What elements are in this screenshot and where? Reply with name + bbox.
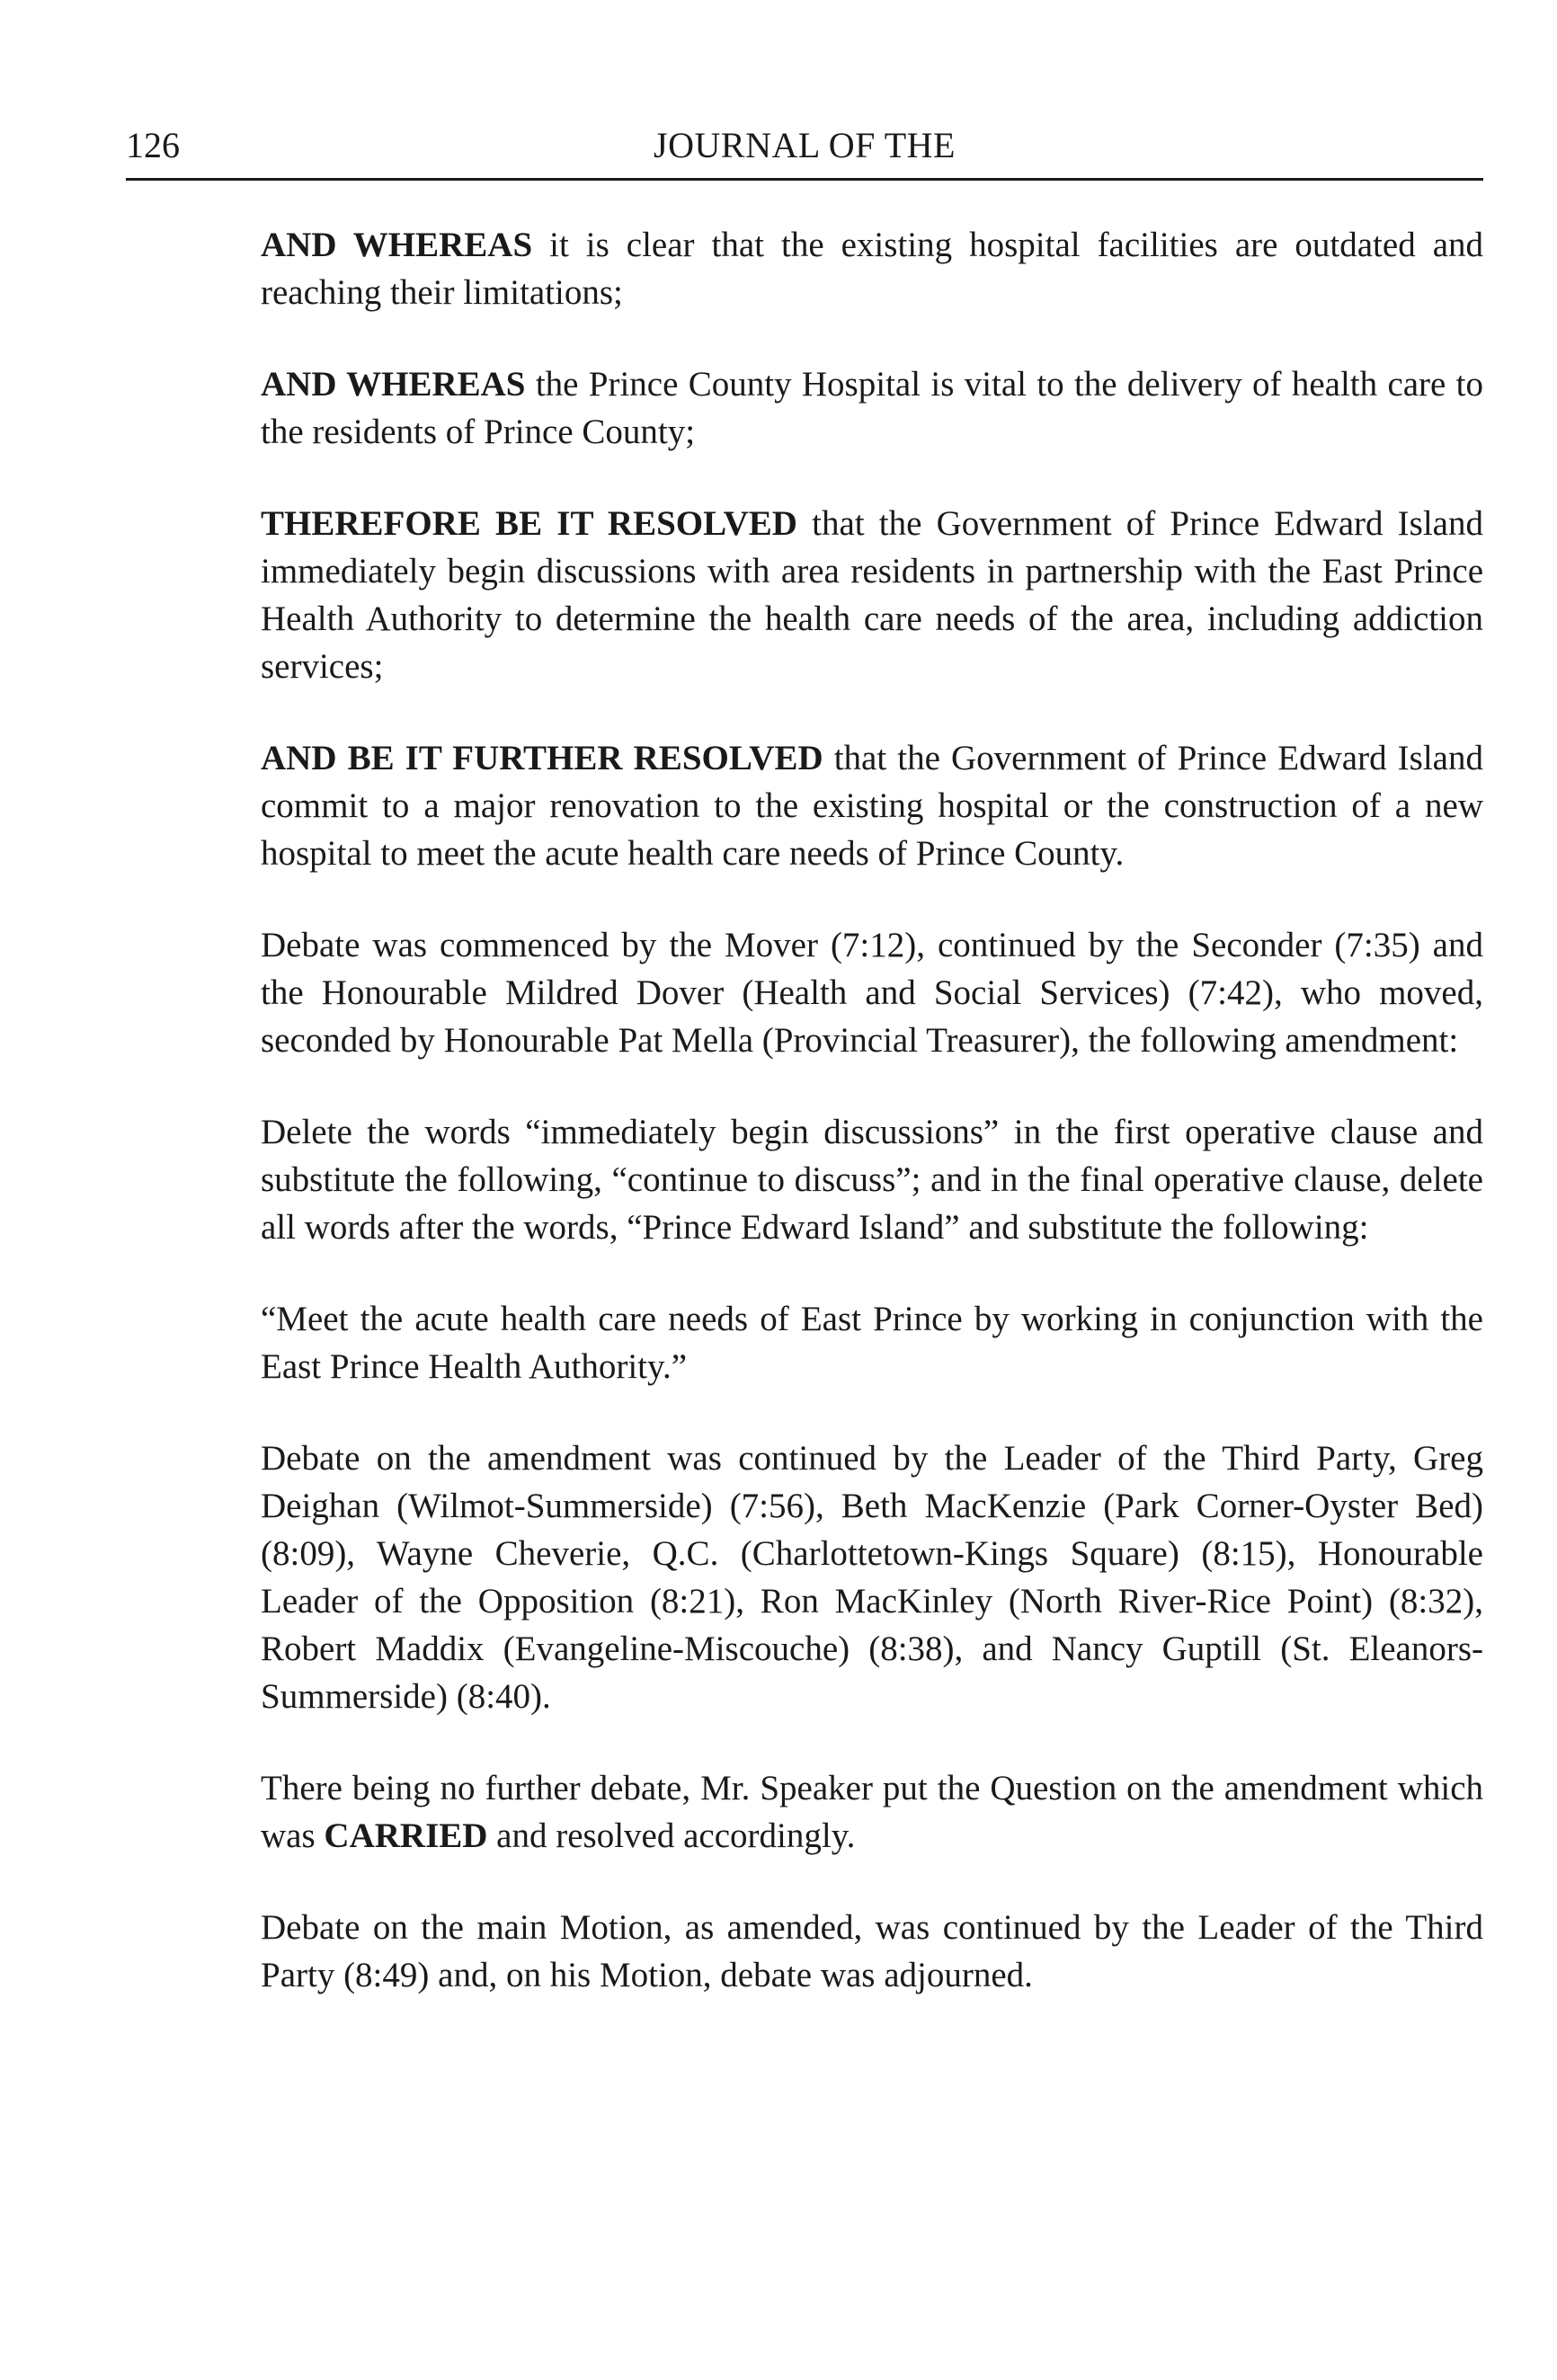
- clause-lead: AND WHEREAS: [261, 365, 526, 404]
- amendment-quote-paragraph: “Meet the acute health care needs of East Prince by working in conjunction with the East Prince Health Authority.”: [261, 1300, 1483, 1386]
- clause-text: that the Government of Prince Edward Island immediately begin discussions with area residents in partnership with the East Prince Health Authority to determine the health care needs of the area, including addiction services;: [261, 504, 1483, 686]
- amendment-debate-paragraph: Debate on the amendment was continued by the Leader of the Third Party, Greg Deighan (Wilmot-Summerside) (7:56), Beth MacKenzie (Park Corner-Oyster Bed) (8:09), Wayne Cheverie, Q.C. (Charlottetown-Kings Square) (8:15), Honourable Leader of the Opposition (8:21), Ron MacKinley (North River-Rice Point) (8:32), Robert Maddix (Evangeline-Miscouche) (8:38), and Nancy Guptill (St. Eleanors-Summerside) (8:40).: [261, 1439, 1483, 1716]
- resolved-clause: [261, 500, 1483, 690]
- main-motion-paragraph: Debate on the main Motion, as amended, was continued by the Leader of the Third Party (8:49) and, on his Motion, debate was adjourned.: [261, 1908, 1483, 1994]
- page-header: [126, 115, 1483, 181]
- result-text: There being no further debate, Mr. Speaker put the Question on the amendment which was: [261, 1769, 1483, 1855]
- page-number: 126: [126, 125, 180, 165]
- amendment-result-paragraph: [261, 1764, 1483, 1860]
- clause-lead: AND WHEREAS: [261, 226, 533, 264]
- running-title: JOURNAL OF THE: [654, 125, 956, 165]
- carried-label: CARRIED: [324, 1816, 488, 1855]
- clause-text: the Prince County Hospital is vital to the delivery of health care to the residents of Prince County;: [261, 365, 1484, 451]
- whereas-clause-2: [261, 360, 1483, 456]
- clause-text: it is clear that the existing hospital facilities are outdated and reaching their limitations;: [261, 226, 1484, 312]
- whereas-clause-1: [261, 221, 1483, 316]
- further-resolved-clause: [261, 734, 1483, 877]
- amendment-text-paragraph: Delete the words “immediately begin discussions” in the first operative clause and substitute the following, “continue to discuss”; and in the final operative clause, delete all words after the words, “Prince Edward Island” and substitute the following:: [261, 1113, 1483, 1247]
- debate-commenced-paragraph: Debate was commenced by the Mover (7:12), continued by the Seconder (7:35) and the Honourable Mildred Dover (Health and Social Services) (7:42), who moved, seconded by Honourable Pat Mella (Provincial Treasurer), the following amendment:: [261, 926, 1483, 1060]
- clause-lead: THEREFORE BE IT RESOLVED: [261, 504, 797, 543]
- clause-lead: AND BE IT FURTHER RESOLVED: [261, 739, 823, 777]
- clause-text: that the Government of Prince Edward Island commit to a major renovation to the existing hospital or the construction of a new hospital to meet the acute health care needs of Prince County.: [261, 739, 1483, 873]
- journal-body: [261, 221, 1483, 2043]
- result-tail: and resolved accordingly.: [487, 1816, 856, 1855]
